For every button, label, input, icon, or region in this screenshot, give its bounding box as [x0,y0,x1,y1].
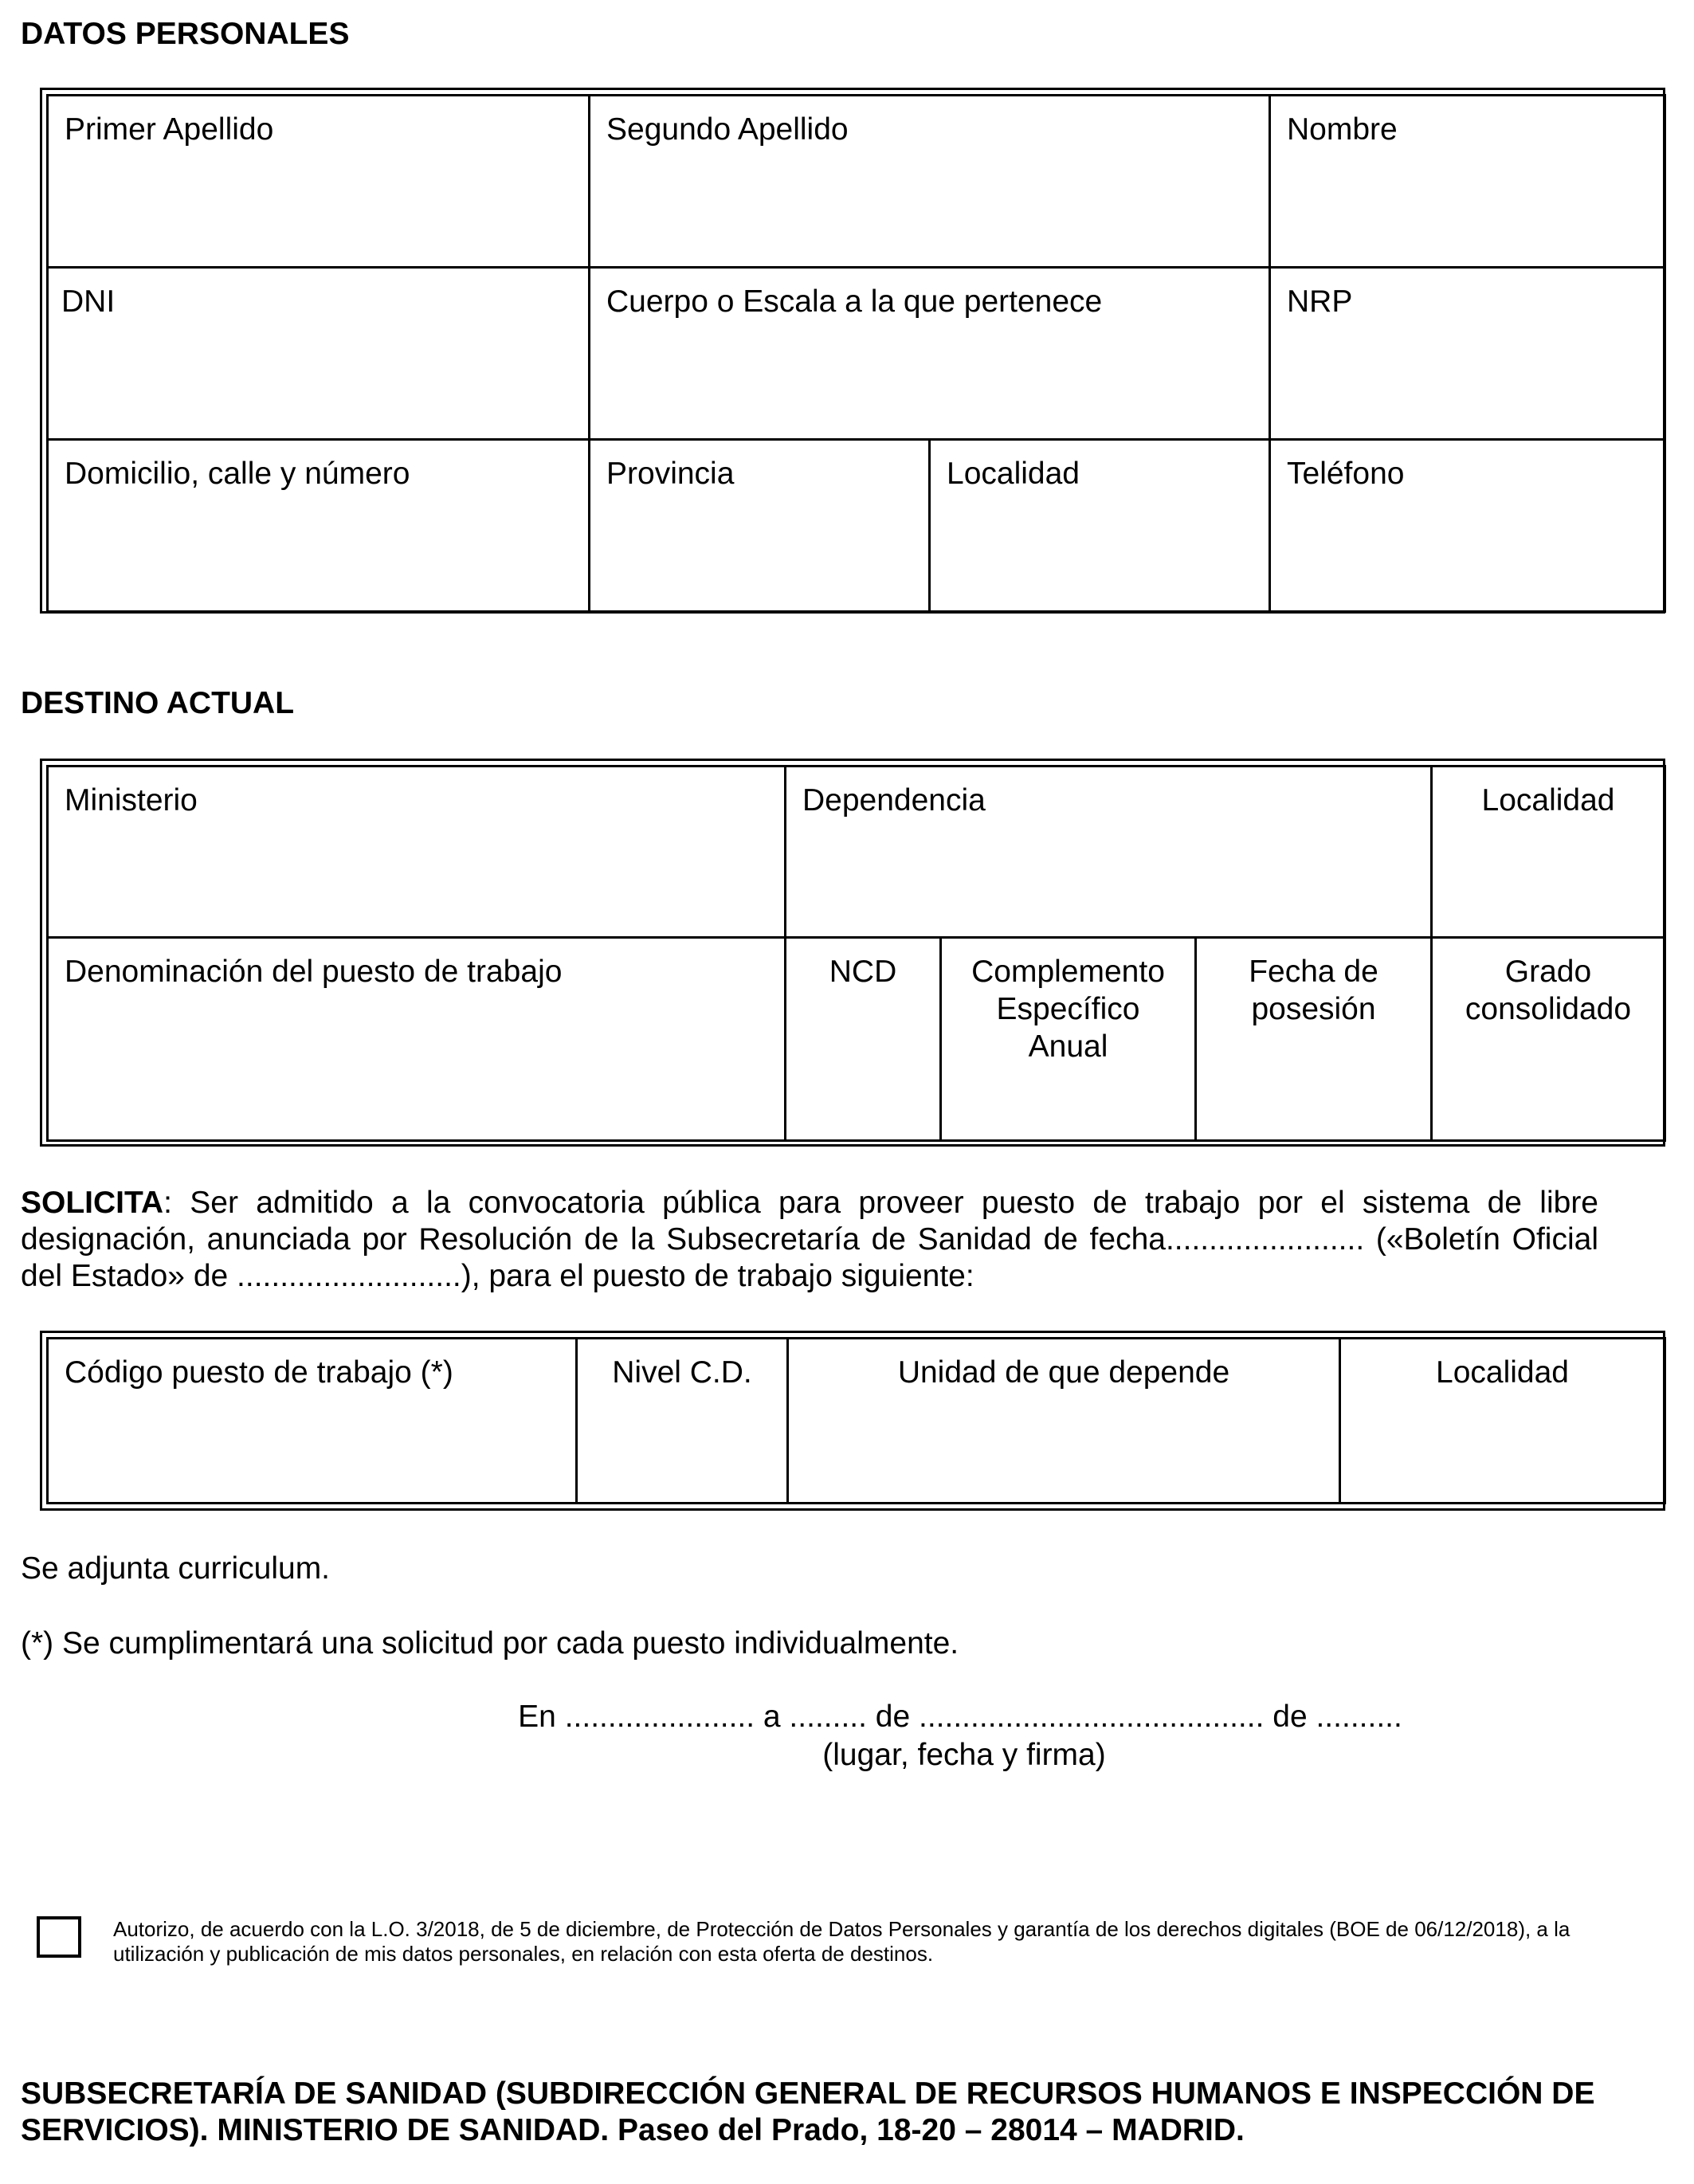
label-grado-line2: consolidado [1465,992,1632,1026]
signature-line: En ...................... a ......... de ........................................ de .......... [518,1700,1402,1734]
field-telefono[interactable] [1270,440,1665,612]
field-nivel-cd[interactable] [577,1339,788,1504]
field-primer-apellido[interactable] [48,96,590,268]
label-localidad-domicilio: Localidad [947,457,1080,491]
field-segundo-apellido[interactable] [590,96,1270,268]
label-complemento-line2: Específico [996,992,1140,1026]
label-ncd: NCD [829,955,897,989]
label-complemento-line3: Anual [1028,1029,1108,1064]
label-localidad-solicitada: Localidad [1436,1355,1569,1390]
solicita-text: : Ser admitido a la convocatoria pública para proveer puesto de trabajo por el sistema de libre designación, anunciada por Resolución de la Subsecretaría de Sanidad de fecha....................... («Boletín Oficial del Estado» de ..........................), para el puesto de trabajo siguiente: [21,1186,1598,1293]
note-asterisk: (*) Se cumplimentará una solicitud por cada puesto individualmente. [21,1626,959,1661]
label-complemento-line1: Complemento [971,955,1165,989]
label-telefono: Teléfono [1287,457,1405,491]
field-domicilio[interactable] [48,440,590,612]
field-dni[interactable] [48,268,590,440]
section-heading-personal: DATOS PERSONALES [21,17,350,51]
field-dependencia[interactable] [786,767,1432,938]
label-primer-apellido: Primer Apellido [65,112,274,147]
label-dni: DNI [61,284,116,319]
label-unidad: Unidad de que depende [897,1355,1230,1390]
field-provincia[interactable] [590,440,930,612]
field-ncd[interactable] [786,938,941,1141]
field-localidad-solicitada[interactable] [1340,1339,1665,1504]
label-nivel-cd: Nivel C.D. [612,1355,752,1390]
field-unidad[interactable] [788,1339,1340,1504]
signature-caption: (lugar, fecha y firma) [822,1738,1106,1772]
field-localidad-destino[interactable] [1432,767,1665,938]
label-fecha-line1: Fecha de [1249,955,1378,989]
requested-post-table [40,1331,1665,1511]
field-nrp[interactable] [1270,268,1665,440]
footer-address: SUBSECRETARÍA DE SANIDAD (SUBDIRECCIÓN GENERAL DE RECURSOS HUMANOS E INSPECCIÓN DE SERVICIOS). MINISTERIO DE SANIDAD. Paseo del Prado, 18-20 – 28014 – MADRID. [21,2076,1595,2147]
label-grado-line1: Grado [1504,955,1592,989]
solicita-label: SOLICITA [21,1186,164,1220]
label-nrp: NRP [1287,284,1353,319]
personal-data-table [40,88,1665,614]
field-nombre[interactable] [1270,96,1665,268]
label-nombre: Nombre [1287,112,1398,147]
label-segundo-apellido: Segundo Apellido [606,112,849,147]
field-cuerpo[interactable] [590,268,1270,440]
label-denominacion: Denominación del puesto de trabajo [65,955,563,989]
current-post-table [40,759,1665,1147]
field-denominacion[interactable] [48,938,786,1141]
label-provincia: Provincia [606,457,735,491]
field-grado[interactable] [1432,938,1665,1141]
consent-checkbox[interactable] [37,1916,81,1958]
field-codigo-puesto[interactable] [48,1339,577,1504]
label-localidad-destino: Localidad [1481,783,1615,818]
label-fecha-line2: posesión [1251,992,1376,1026]
label-codigo-puesto: Código puesto de trabajo (*) [65,1355,453,1390]
field-complemento[interactable] [941,938,1196,1141]
label-domicilio: Domicilio, calle y número [65,457,410,491]
label-ministerio: Ministerio [65,783,198,818]
field-localidad-domicilio[interactable] [930,440,1270,612]
section-heading-current: DESTINO ACTUAL [21,686,295,720]
solicita-paragraph [21,1185,1598,1295]
field-ministerio[interactable] [48,767,786,938]
note-curriculum: Se adjunta curriculum. [21,1551,331,1586]
label-cuerpo: Cuerpo o Escala a la que pertenece [606,284,1103,319]
field-fecha-posesion[interactable] [1196,938,1432,1141]
consent-text: Autorizo, de acuerdo con la L.O. 3/2018, de 5 de diciembre, de Protección de Datos Personales y garantía de los derechos digitales (BOE de 06/12/2018), a la utilización y publicación de mis datos personales, en relación con esta oferta de destinos. [113,1917,1570,1966]
label-dependencia: Dependencia [802,783,986,818]
